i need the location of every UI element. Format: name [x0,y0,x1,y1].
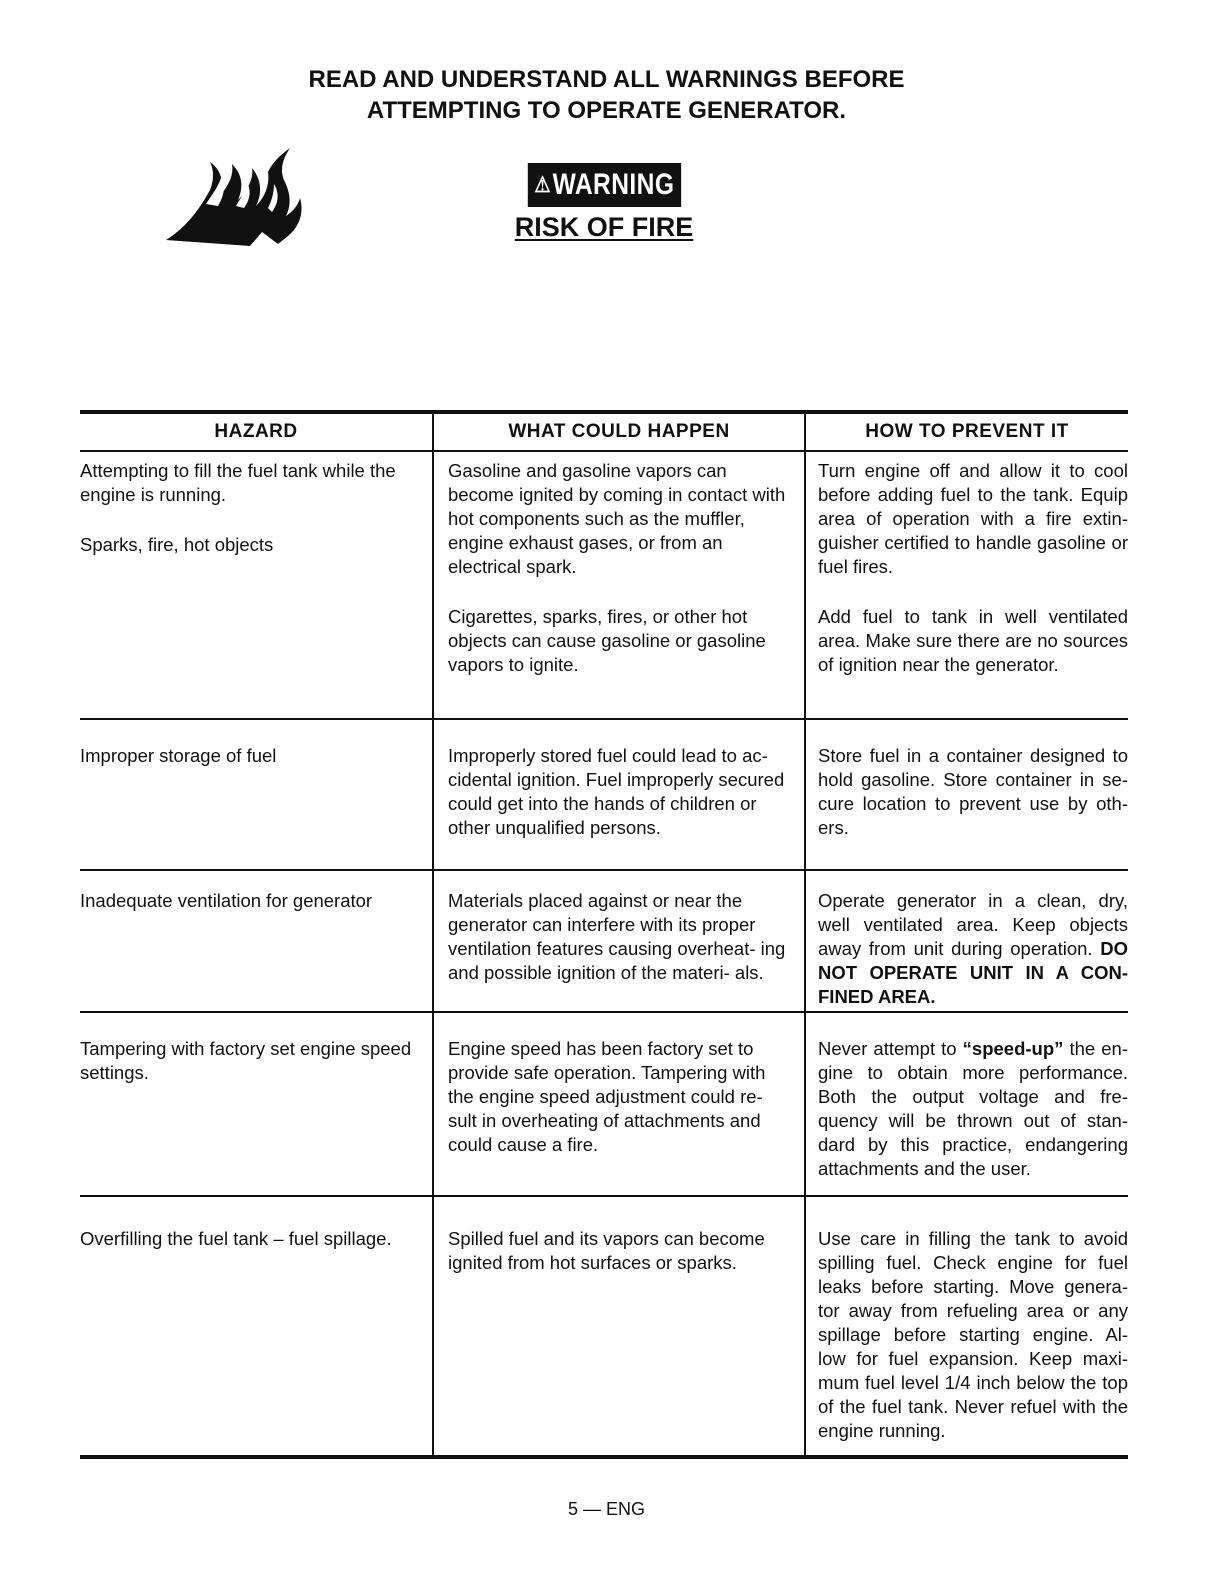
page-footer: 5 — ENG [567,1499,646,1519]
what-text: Materials placed against or near the generator can interfere with its proper ventilation features causing overheat- ing and possible ignition of the materi- als. [448,890,786,983]
warning-badge [527,163,680,207]
what-cell [432,1197,804,1455]
table-row [80,452,1128,718]
hazard-text: Overfilling the fuel tank – fuel spillage. [80,1228,392,1249]
hazard-cell [80,452,432,718]
risk-title: RISK OF FIRE [514,212,694,242]
what-text: Gasoline and gasoline vapors can become ignited by coming in contact with hot components such as the muffler, engine exhaust gases, or from an electrical spark. [448,460,786,577]
hazard-cell [80,1197,432,1455]
table-row [80,1013,1128,1195]
warning-block [506,163,702,243]
table-row [80,720,1128,869]
table-bottom-rule [80,1455,1128,1459]
page-heading [0,64,1213,126]
hazard-text: Sparks, fire, hot objects [80,534,274,555]
prevent-cell [804,720,1128,869]
table-row [80,1197,1128,1455]
what-cell [432,720,804,869]
prevent-text: Turn engine off and allow it to cool before adding fuel to the tank. Equip area of operation with a fire extin- guisher certified to handle gasoline or fuel fires. [818,460,1128,577]
header-hazard: HAZARD [214,421,298,442]
prevent-cell [804,452,1128,718]
warning-triangle-icon: ⚠ [533,172,551,197]
hazard-text: Improper storage of fuel [80,745,277,766]
prevent-emphasis: “speed-up” [962,1038,1064,1059]
what-text: Improperly stored fuel could lead to ac- cidental ignition. Fuel improperly secured could get into the hands of children or other unqualified persons. [448,745,785,838]
flame-icon [166,146,306,246]
warning-label: WARNING [552,168,674,201]
table-header-row [80,414,1128,450]
table-row [80,871,1128,1011]
prevent-cell [804,1197,1128,1455]
prevent-cell [804,1013,1128,1195]
hazard-text: Inadequate ventilation for generator [80,890,373,911]
hazard-table [80,410,1128,1459]
what-cell [432,452,804,718]
prevent-text: Add fuel to tank in well ventilated area. Make sure there are no sources of ignition near the generator. [818,606,1128,675]
prevent-text: Store fuel in a container designed to hold gasoline. Store container in se- cure location to prevent use by oth- ers. [818,745,1128,838]
what-cell [432,871,804,1011]
what-text: Engine speed has been factory set to provide safe operation. Tampering with the engine speed adjustment could re- sult in overheating of attachments and could cause a fire. [448,1038,766,1155]
prevent-text: Never attempt to [818,1038,957,1059]
what-cell [432,1013,804,1195]
prevent-text: the en- gine to obtain more performance. Both the output voltage and fre- quency will be thrown out of stan- dard by this practice, endangering attachments and the user. [818,1038,1128,1179]
prevent-emphasis: DO NOT OPERATE UNIT IN A CON- FINED AREA. [818,938,1128,1007]
hazard-text: Attempting to fill the fuel tank while the engine is running. [80,460,396,505]
what-text: Cigarettes, sparks, fires, or other hot objects can cause gasoline or gasoline vapors to ignite. [448,606,766,675]
what-text: Spilled fuel and its vapors can become ignited from hot surfaces or sparks. [448,1228,765,1273]
heading-line-2: ATTEMPTING TO OPERATE GENERATOR. [366,97,847,124]
heading-line-1: READ AND UNDERSTAND ALL WARNINGS BEFORE [308,66,905,93]
hazard-cell [80,871,432,1011]
prevent-text: Operate generator in a clean, dry, well ventilated area. Keep objects away from unit during operation. [818,890,1128,959]
header-how-to-prevent: HOW TO PREVENT IT [804,414,1128,450]
hazard-text: Tampering with factory set engine speed settings. [80,1038,412,1083]
hazard-cell [80,1013,432,1195]
hazard-cell [80,720,432,869]
prevent-text: Use care in filling the tank to avoid spilling fuel. Check engine for fuel leaks before starting. Move genera- tor away from refueling area or any spillage before starting engine. Al- low for fuel expansion. Keep maxi- mum fuel level 1/4 inch below the top of the fuel tank. Never refuel with the engine running. [818,1228,1128,1441]
prevent-cell [804,871,1128,1011]
header-what-could-happen: WHAT COULD HAPPEN [432,414,804,450]
